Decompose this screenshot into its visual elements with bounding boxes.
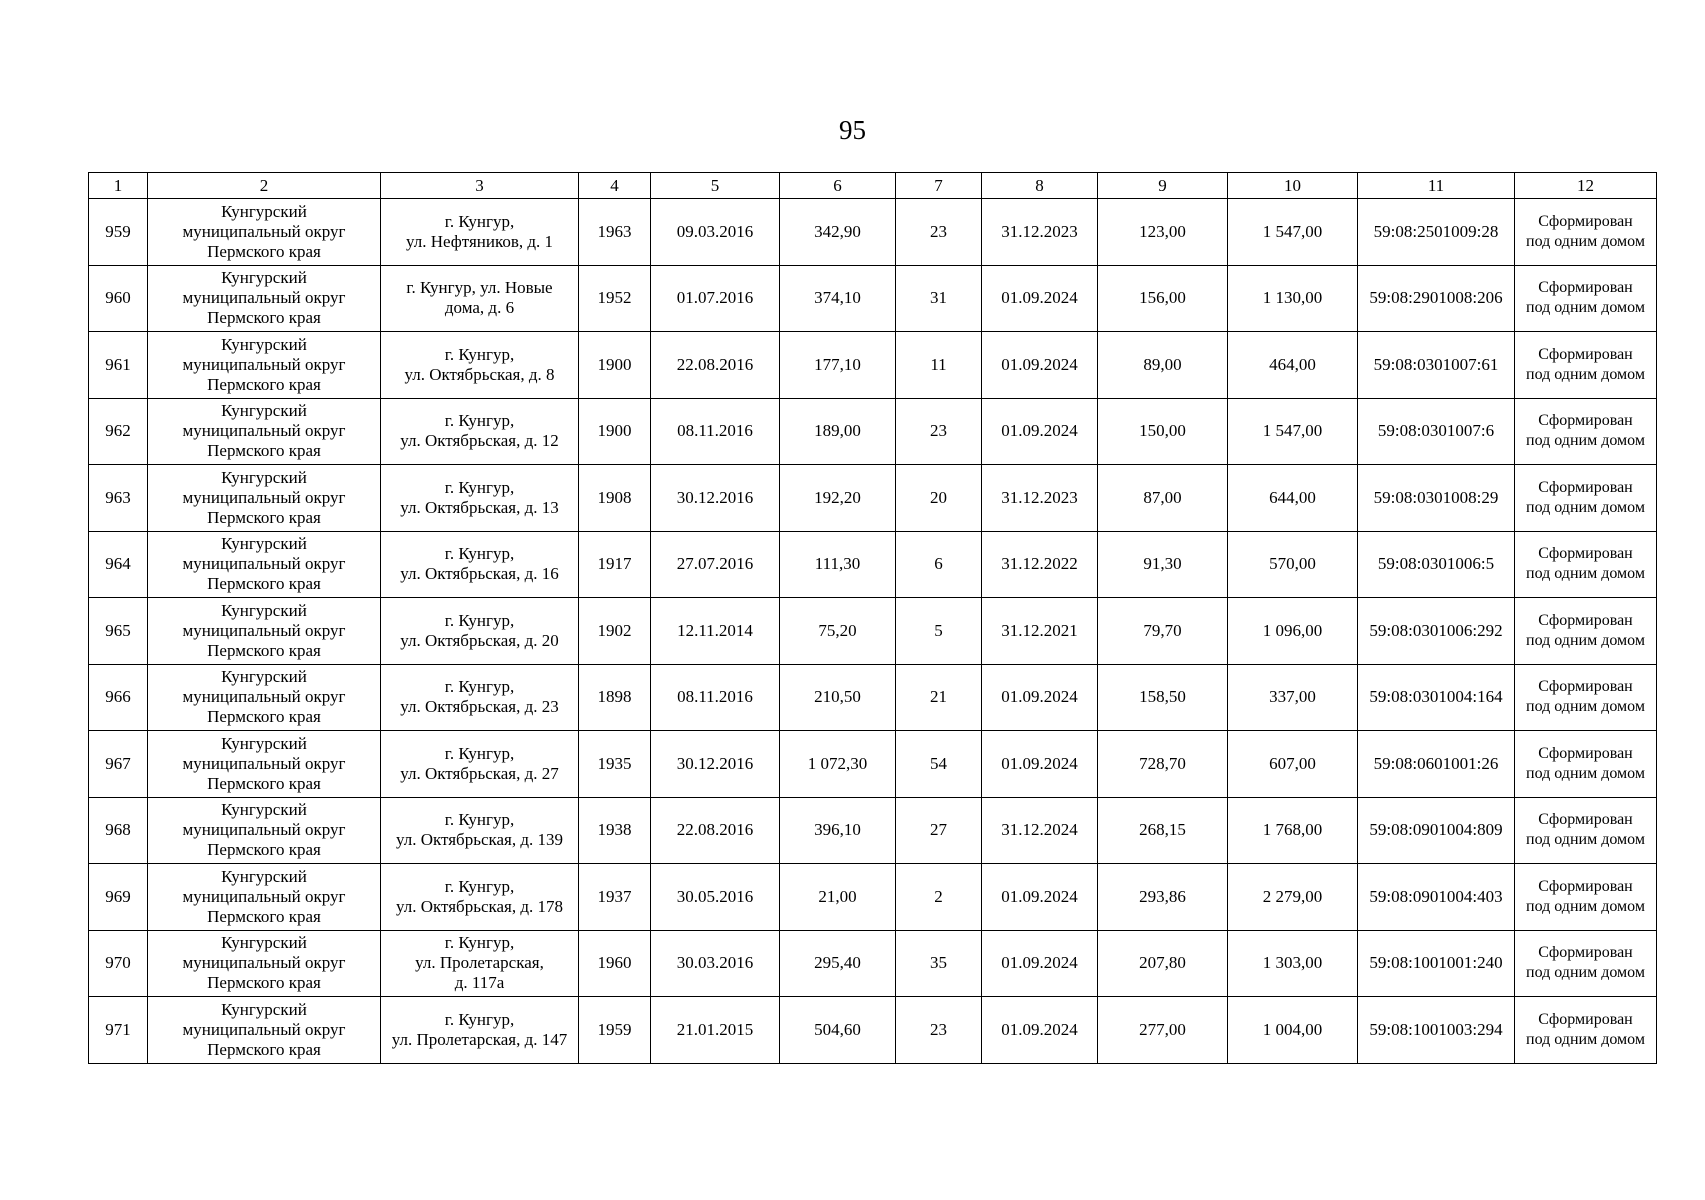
area-cell: 342,90 (780, 199, 896, 266)
cadastral-number-cell: 59:08:0301006:292 (1358, 598, 1515, 665)
column-header-9: 9 (1098, 173, 1228, 199)
residents-cell: 6 (896, 531, 982, 598)
cadastral-number-cell: 59:08:0301007:61 (1358, 332, 1515, 399)
residents-cell: 11 (896, 332, 982, 399)
table-row (89, 199, 1657, 266)
date-cell: 30.05.2016 (651, 864, 780, 931)
deadline-cell: 01.09.2024 (982, 398, 1098, 465)
column-header-3: 3 (381, 173, 579, 199)
column-header-12: 12 (1515, 173, 1657, 199)
municipality-cell: Кунгурский муниципальный округ Пермского края (148, 731, 381, 798)
table-row (89, 332, 1657, 399)
area-cell: 374,10 (780, 265, 896, 332)
address-cell: г. Кунгур, ул. Октябрьская, д. 20 (381, 598, 579, 665)
column-header-4: 4 (579, 173, 651, 199)
table-row (89, 265, 1657, 332)
table-row (89, 997, 1657, 1064)
area-cell: 295,40 (780, 930, 896, 997)
area-cell: 1 072,30 (780, 731, 896, 798)
deadline-cell: 01.09.2024 (982, 664, 1098, 731)
cadastral-number-cell: 59:08:0901004:403 (1358, 864, 1515, 931)
area-cell: 111,30 (780, 531, 896, 598)
area-cell: 177,10 (780, 332, 896, 399)
status-cell: Сформирован под одним домом (1515, 531, 1657, 598)
residents-cell: 5 (896, 598, 982, 665)
status-cell: Сформирован под одним домом (1515, 398, 1657, 465)
land-area-cell: 1 303,00 (1228, 930, 1358, 997)
area-cell: 192,20 (780, 465, 896, 532)
status-cell: Сформирован под одним домом (1515, 864, 1657, 931)
row-number-cell: 971 (89, 997, 148, 1064)
row-number-cell: 961 (89, 332, 148, 399)
status-cell: Сформирован под одним домом (1515, 265, 1657, 332)
value-cell: 728,70 (1098, 731, 1228, 798)
area-cell: 504,60 (780, 997, 896, 1064)
date-cell: 30.03.2016 (651, 930, 780, 997)
row-number-cell: 967 (89, 731, 148, 798)
column-header-11: 11 (1358, 173, 1515, 199)
address-cell: г. Кунгур, ул. Октябрьская, д. 8 (381, 332, 579, 399)
municipality-cell: Кунгурский муниципальный округ Пермского края (148, 332, 381, 399)
area-cell: 189,00 (780, 398, 896, 465)
column-header-5: 5 (651, 173, 780, 199)
year-built-cell: 1908 (579, 465, 651, 532)
table-row (89, 930, 1657, 997)
cadastral-number-cell: 59:08:1001001:240 (1358, 930, 1515, 997)
cadastral-number-cell: 59:08:2901008:206 (1358, 265, 1515, 332)
status-cell: Сформирован под одним домом (1515, 465, 1657, 532)
residents-cell: 23 (896, 398, 982, 465)
land-area-cell: 570,00 (1228, 531, 1358, 598)
row-number-cell: 963 (89, 465, 148, 532)
row-number-cell: 960 (89, 265, 148, 332)
deadline-cell: 01.09.2024 (982, 265, 1098, 332)
municipality-cell: Кунгурский муниципальный округ Пермского края (148, 930, 381, 997)
date-cell: 21.01.2015 (651, 997, 780, 1064)
land-area-cell: 1 130,00 (1228, 265, 1358, 332)
year-built-cell: 1902 (579, 598, 651, 665)
cadastral-number-cell: 59:08:0301004:164 (1358, 664, 1515, 731)
year-built-cell: 1952 (579, 265, 651, 332)
residents-cell: 54 (896, 731, 982, 798)
address-cell: г. Кунгур, ул. Октябрьская, д. 13 (381, 465, 579, 532)
status-cell: Сформирован под одним домом (1515, 199, 1657, 266)
cadastral-number-cell: 59:08:0301006:5 (1358, 531, 1515, 598)
value-cell: 79,70 (1098, 598, 1228, 665)
table-row (89, 531, 1657, 598)
value-cell: 293,86 (1098, 864, 1228, 931)
status-cell: Сформирован под одним домом (1515, 797, 1657, 864)
column-header-1: 1 (89, 173, 148, 199)
area-cell: 396,10 (780, 797, 896, 864)
deadline-cell: 31.12.2021 (982, 598, 1098, 665)
row-number-cell: 965 (89, 598, 148, 665)
row-number-cell: 968 (89, 797, 148, 864)
date-cell: 12.11.2014 (651, 598, 780, 665)
row-number-cell: 964 (89, 531, 148, 598)
municipality-cell: Кунгурский муниципальный округ Пермского края (148, 398, 381, 465)
municipality-cell: Кунгурский муниципальный округ Пермского края (148, 199, 381, 266)
address-cell: г. Кунгур, ул. Пролетарская, д. 117а (381, 930, 579, 997)
deadline-cell: 31.12.2022 (982, 531, 1098, 598)
address-cell: г. Кунгур, ул. Нефтяников, д. 1 (381, 199, 579, 266)
row-number-cell: 969 (89, 864, 148, 931)
address-cell: г. Кунгур, ул. Октябрьская, д. 12 (381, 398, 579, 465)
address-cell: г. Кунгур, ул. Октябрьская, д. 23 (381, 664, 579, 731)
municipality-cell: Кунгурский муниципальный округ Пермского края (148, 797, 381, 864)
residents-cell: 23 (896, 997, 982, 1064)
address-cell: г. Кунгур, ул. Октябрьская, д. 139 (381, 797, 579, 864)
year-built-cell: 1959 (579, 997, 651, 1064)
municipality-cell: Кунгурский муниципальный округ Пермского края (148, 265, 381, 332)
value-cell: 150,00 (1098, 398, 1228, 465)
land-area-cell: 607,00 (1228, 731, 1358, 798)
table-row (89, 864, 1657, 931)
status-cell: Сформирован под одним домом (1515, 731, 1657, 798)
residents-cell: 35 (896, 930, 982, 997)
cadastral-number-cell: 59:08:1001003:294 (1358, 997, 1515, 1064)
municipality-cell: Кунгурский муниципальный округ Пермского края (148, 664, 381, 731)
value-cell: 158,50 (1098, 664, 1228, 731)
year-built-cell: 1898 (579, 664, 651, 731)
row-number-cell: 970 (89, 930, 148, 997)
residents-cell: 2 (896, 864, 982, 931)
date-cell: 01.07.2016 (651, 265, 780, 332)
date-cell: 09.03.2016 (651, 199, 780, 266)
table-row (89, 797, 1657, 864)
row-number-cell: 959 (89, 199, 148, 266)
date-cell: 22.08.2016 (651, 797, 780, 864)
address-cell: г. Кунгур, ул. Октябрьская, д. 27 (381, 731, 579, 798)
value-cell: 268,15 (1098, 797, 1228, 864)
value-cell: 207,80 (1098, 930, 1228, 997)
column-header-7: 7 (896, 173, 982, 199)
table-row (89, 398, 1657, 465)
cadastral-number-cell: 59:08:0901004:809 (1358, 797, 1515, 864)
status-cell: Сформирован под одним домом (1515, 332, 1657, 399)
area-cell: 210,50 (780, 664, 896, 731)
municipality-cell: Кунгурский муниципальный округ Пермского края (148, 997, 381, 1064)
deadline-cell: 01.09.2024 (982, 930, 1098, 997)
land-area-cell: 1 004,00 (1228, 997, 1358, 1064)
land-area-cell: 337,00 (1228, 664, 1358, 731)
value-cell: 87,00 (1098, 465, 1228, 532)
date-cell: 30.12.2016 (651, 731, 780, 798)
land-area-cell: 1 547,00 (1228, 199, 1358, 266)
table-header (89, 173, 1657, 199)
year-built-cell: 1937 (579, 864, 651, 931)
table-body (89, 199, 1657, 1064)
year-built-cell: 1960 (579, 930, 651, 997)
deadline-cell: 31.12.2023 (982, 465, 1098, 532)
cadastral-number-cell: 59:08:0301007:6 (1358, 398, 1515, 465)
land-area-cell: 1 096,00 (1228, 598, 1358, 665)
deadline-cell: 01.09.2024 (982, 731, 1098, 798)
land-area-cell: 2 279,00 (1228, 864, 1358, 931)
header-row (89, 173, 1657, 199)
deadline-cell: 01.09.2024 (982, 332, 1098, 399)
table-row (89, 664, 1657, 731)
area-cell: 75,20 (780, 598, 896, 665)
value-cell: 89,00 (1098, 332, 1228, 399)
year-built-cell: 1938 (579, 797, 651, 864)
year-built-cell: 1900 (579, 332, 651, 399)
residents-cell: 31 (896, 265, 982, 332)
date-cell: 08.11.2016 (651, 664, 780, 731)
value-cell: 91,30 (1098, 531, 1228, 598)
residents-cell: 20 (896, 465, 982, 532)
year-built-cell: 1917 (579, 531, 651, 598)
value-cell: 156,00 (1098, 265, 1228, 332)
address-cell: г. Кунгур, ул. Пролетарская, д. 147 (381, 997, 579, 1064)
residents-cell: 23 (896, 199, 982, 266)
deadline-cell: 31.12.2023 (982, 199, 1098, 266)
status-cell: Сформирован под одним домом (1515, 997, 1657, 1064)
value-cell: 277,00 (1098, 997, 1228, 1064)
deadline-cell: 01.09.2024 (982, 997, 1098, 1064)
address-cell: г. Кунгур, ул. Новые дома, д. 6 (381, 265, 579, 332)
land-area-cell: 644,00 (1228, 465, 1358, 532)
value-cell: 123,00 (1098, 199, 1228, 266)
date-cell: 22.08.2016 (651, 332, 780, 399)
cadastral-number-cell: 59:08:0301008:29 (1358, 465, 1515, 532)
municipality-cell: Кунгурский муниципальный округ Пермского края (148, 531, 381, 598)
row-number-cell: 962 (89, 398, 148, 465)
cadastral-number-cell: 59:08:2501009:28 (1358, 199, 1515, 266)
municipality-cell: Кунгурский муниципальный округ Пермского края (148, 864, 381, 931)
deadline-cell: 31.12.2024 (982, 797, 1098, 864)
page-number: 95 (839, 115, 866, 145)
address-cell: г. Кунгур, ул. Октябрьская, д. 178 (381, 864, 579, 931)
date-cell: 30.12.2016 (651, 465, 780, 532)
date-cell: 08.11.2016 (651, 398, 780, 465)
municipality-cell: Кунгурский муниципальный округ Пермского края (148, 598, 381, 665)
status-cell: Сформирован под одним домом (1515, 930, 1657, 997)
land-area-cell: 1 768,00 (1228, 797, 1358, 864)
column-header-10: 10 (1228, 173, 1358, 199)
column-header-2: 2 (148, 173, 381, 199)
land-area-cell: 1 547,00 (1228, 398, 1358, 465)
column-header-6: 6 (780, 173, 896, 199)
deadline-cell: 01.09.2024 (982, 864, 1098, 931)
residents-cell: 21 (896, 664, 982, 731)
row-number-cell: 966 (89, 664, 148, 731)
address-cell: г. Кунгур, ул. Октябрьская, д. 16 (381, 531, 579, 598)
status-cell: Сформирован под одним домом (1515, 664, 1657, 731)
housing-registry-table (88, 172, 1657, 1064)
municipality-cell: Кунгурский муниципальный округ Пермского края (148, 465, 381, 532)
land-area-cell: 464,00 (1228, 332, 1358, 399)
table-row (89, 465, 1657, 532)
status-cell: Сформирован под одним домом (1515, 598, 1657, 665)
year-built-cell: 1935 (579, 731, 651, 798)
cadastral-number-cell: 59:08:0601001:26 (1358, 731, 1515, 798)
table-row (89, 731, 1657, 798)
table-row (89, 598, 1657, 665)
area-cell: 21,00 (780, 864, 896, 931)
year-built-cell: 1900 (579, 398, 651, 465)
date-cell: 27.07.2016 (651, 531, 780, 598)
column-header-8: 8 (982, 173, 1098, 199)
year-built-cell: 1963 (579, 199, 651, 266)
residents-cell: 27 (896, 797, 982, 864)
